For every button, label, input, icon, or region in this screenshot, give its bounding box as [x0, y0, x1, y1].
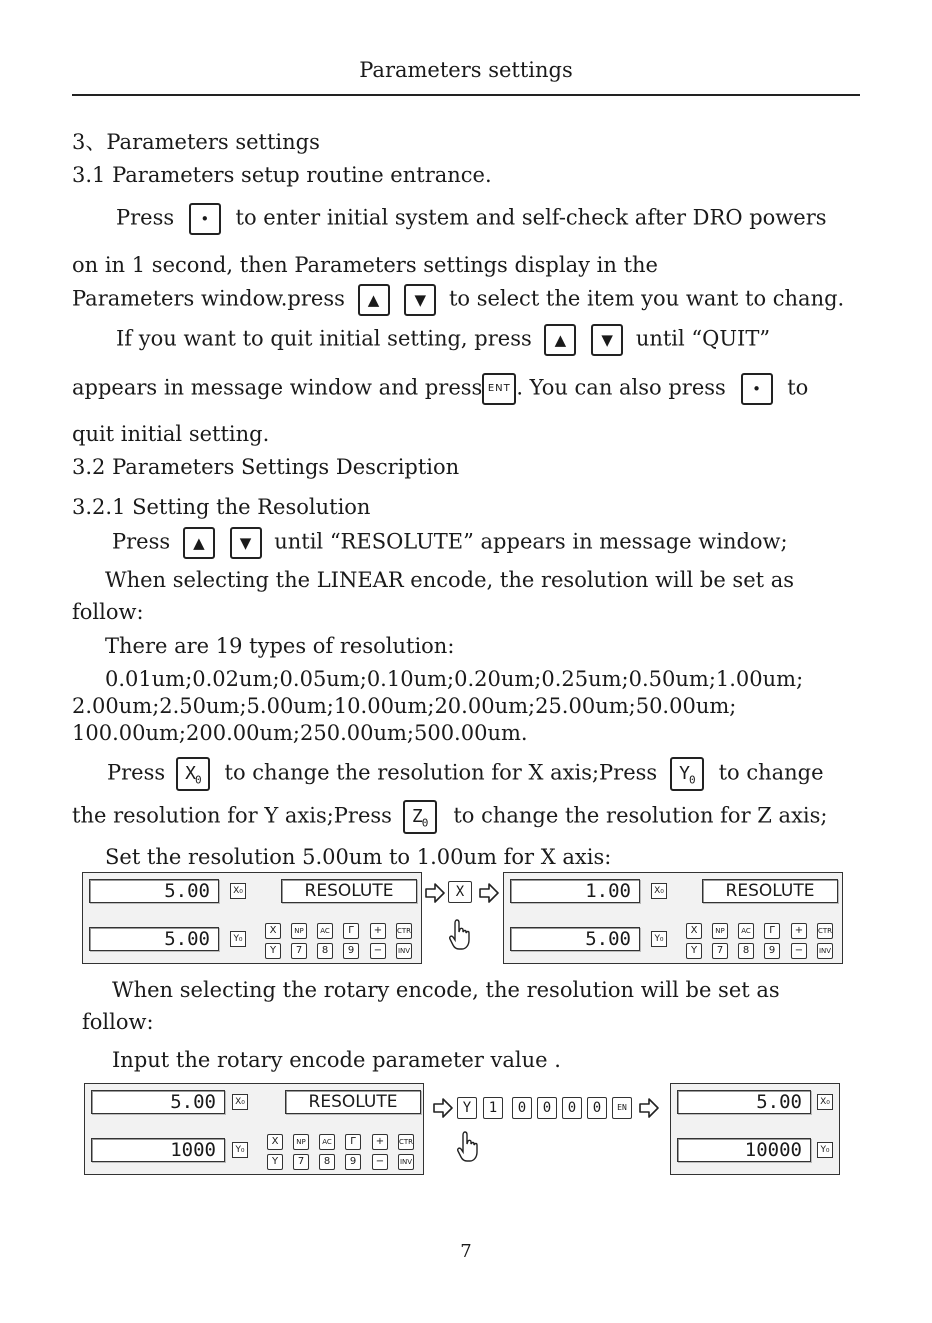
paragraph-line: Set the resolution 5.00um to 1.00um for X axis:: [105, 845, 612, 869]
key-letter: Z: [411, 806, 422, 827]
arrow-right-icon: [478, 882, 500, 904]
y0-key-icon: [670, 757, 704, 791]
keypad-key: 7: [291, 943, 307, 959]
arrow-right-icon: [424, 882, 446, 904]
text: Parameters window.press: [72, 286, 345, 311]
keypad-key: X: [267, 1134, 283, 1150]
keypad-key: +: [791, 923, 807, 939]
paragraph-line: 0.01um;0.02um;0.05um;0.10um;0.20um;0.25um;0.50um;1.00um;: [105, 667, 804, 691]
text: Press: [107, 760, 166, 785]
keypad-key: CTR: [817, 923, 833, 939]
keypad-key: Γ: [764, 923, 780, 939]
x-axis-icon: X₀: [230, 883, 246, 899]
dro-panel-result: [670, 1083, 840, 1175]
key-subscript: 0: [194, 773, 201, 787]
up-arrow-key-icon: ▲: [183, 527, 215, 559]
text: the resolution for Y axis;Press: [72, 803, 392, 828]
y-axis-icon: Y₀: [232, 1142, 248, 1158]
digit-key-icon: 0: [512, 1097, 532, 1119]
paragraph-line: [72, 284, 844, 316]
text: If you want to quit initial setting, press: [116, 326, 532, 351]
pointing-hand-icon: [456, 1130, 482, 1164]
keypad-key: 9: [764, 943, 780, 959]
dro-panel-before: [82, 872, 422, 964]
down-arrow-key-icon: ▼: [404, 284, 436, 316]
message-window: RESOLUTE: [281, 879, 417, 903]
paragraph-line: follow:: [82, 1010, 154, 1034]
text: to change the resolution for X axis;Press: [224, 760, 658, 785]
key-letter: Y: [679, 763, 689, 784]
keypad-key: Y: [686, 943, 702, 959]
y-axis-icon: Y₀: [230, 931, 246, 947]
y-key-icon: Y: [457, 1097, 477, 1119]
digit-key-icon: 0: [537, 1097, 557, 1119]
keypad-key: NP: [293, 1134, 309, 1150]
keypad-key: AC: [319, 1134, 335, 1150]
y-display: 5.00: [89, 927, 219, 951]
keypad-key: INV: [817, 943, 833, 959]
text: to change the resolution for Z axis;: [453, 803, 828, 828]
keypad-key: INV: [398, 1154, 414, 1170]
keypad-key: CTR: [398, 1134, 414, 1150]
keypad-key: 7: [293, 1154, 309, 1170]
x-display: 5.00: [91, 1090, 225, 1114]
keypad-key: +: [370, 923, 386, 939]
x-axis-icon: X₀: [651, 883, 667, 899]
text: Press: [116, 205, 175, 230]
keypad-key: AC: [738, 923, 754, 939]
y-axis-icon: Y₀: [651, 931, 667, 947]
pointing-hand-icon: [448, 918, 474, 952]
arrow-right-icon: [432, 1097, 454, 1119]
page-header: Parameters settings: [359, 58, 573, 82]
y-display: 5.00: [510, 927, 640, 951]
keypad-key: −: [370, 943, 386, 959]
header-rule: [72, 94, 860, 96]
paragraph-line: follow:: [72, 600, 144, 624]
keypad-key: 9: [345, 1154, 361, 1170]
text: . You can also press: [516, 375, 726, 400]
keypad-key: 8: [738, 943, 754, 959]
digit-key-icon: 0: [587, 1097, 607, 1119]
keypad-key: −: [791, 943, 807, 959]
keypad-key: INV: [396, 943, 412, 959]
x0-key-icon: [176, 757, 210, 791]
down-arrow-key-icon: ▼: [591, 324, 623, 356]
message-window: RESOLUTE: [702, 879, 838, 903]
subsection-title: 3.1 Parameters setup routine entrance.: [72, 163, 492, 187]
keypad-key: AC: [317, 923, 333, 939]
text: to change: [718, 760, 824, 785]
dro-panel-before: [84, 1083, 424, 1175]
paragraph-line: [72, 373, 808, 405]
keypad-key: −: [372, 1154, 388, 1170]
paragraph-line: 100.00um;200.00um;250.00um;500.00um.: [72, 721, 528, 745]
text: appears in message window and press: [72, 375, 483, 400]
message-window: RESOLUTE: [285, 1090, 421, 1114]
page-number: 7: [460, 1241, 472, 1262]
keypad-key: 8: [317, 943, 333, 959]
arrow-right-icon: [638, 1097, 660, 1119]
x-display: 5.00: [89, 879, 219, 903]
paragraph-line: [112, 527, 788, 559]
digit-key-icon: 0: [562, 1097, 582, 1119]
y-axis-icon: Y₀: [817, 1142, 833, 1158]
text: until “QUIT”: [635, 326, 771, 351]
x-display: 5.00: [677, 1090, 811, 1114]
keypad-key: 7: [712, 943, 728, 959]
paragraph-line: 2.00um;2.50um;5.00um;10.00um;20.00um;25.00um;50.00um;: [72, 694, 737, 718]
ent-key-icon: ENT: [482, 373, 516, 405]
digit-key-icon: 1: [483, 1097, 503, 1119]
keypad-key: Y: [265, 943, 281, 959]
paragraph-line: There are 19 types of resolution:: [105, 634, 455, 658]
keypad-key: Y: [267, 1154, 283, 1170]
up-arrow-key-icon: ▲: [358, 284, 390, 316]
paragraph-line: [72, 800, 827, 834]
paragraph-line: [107, 757, 824, 791]
x0-key-icon: X: [448, 881, 472, 903]
text: to select the item you want to chang.: [448, 286, 845, 311]
z0-key-icon: [403, 800, 437, 834]
paragraph-line: When selecting the rotary encode, the resolution will be set as: [112, 978, 780, 1002]
keypad-key: NP: [712, 923, 728, 939]
text: Press: [112, 529, 171, 554]
dro-panel-after: [503, 872, 843, 964]
x-axis-icon: X₀: [232, 1094, 248, 1110]
section-title: 3、Parameters settings: [72, 130, 320, 154]
text: to enter initial system and self-check after DRO powers: [235, 205, 827, 230]
keypad-key: Γ: [343, 923, 359, 939]
down-arrow-key-icon: ▼: [230, 527, 262, 559]
y-display: 10000: [677, 1138, 811, 1162]
paragraph-line: [116, 324, 770, 356]
keypad-key: NP: [291, 923, 307, 939]
key-subscript: 0: [421, 816, 428, 830]
subsection-title: 3.2.1 Setting the Resolution: [72, 495, 371, 519]
dot-key-icon: •: [189, 203, 221, 235]
dot-key-icon: •: [741, 373, 773, 405]
x-display: 1.00: [510, 879, 640, 903]
up-arrow-key-icon: ▲: [544, 324, 576, 356]
keypad-key: CTR: [396, 923, 412, 939]
keypad-key: X: [265, 923, 281, 939]
text: to: [787, 375, 809, 400]
paragraph-line: When selecting the LINEAR encode, the resolution will be set as: [105, 568, 795, 592]
paragraph-line: quit initial setting.: [72, 422, 270, 446]
ent-key-icon: EN: [612, 1097, 632, 1119]
paragraph-line: on in 1 second, then Parameters settings display in the: [72, 253, 658, 277]
text: until “RESOLUTE” appears in message window;: [274, 529, 788, 554]
keypad-key: 9: [343, 943, 359, 959]
key-letter: X: [185, 763, 195, 784]
x-axis-icon: X₀: [817, 1094, 833, 1110]
keypad-key: +: [372, 1134, 388, 1150]
key-subscript: 0: [689, 773, 695, 787]
keypad-key: 8: [319, 1154, 335, 1170]
paragraph-line: Input the rotary encode parameter value .: [112, 1048, 561, 1072]
keypad-key: X: [686, 923, 702, 939]
keypad-key: Γ: [345, 1134, 361, 1150]
y-display: 1000: [91, 1138, 225, 1162]
subsection-title: 3.2 Parameters Settings Description: [72, 455, 460, 479]
paragraph-line: [116, 203, 827, 235]
